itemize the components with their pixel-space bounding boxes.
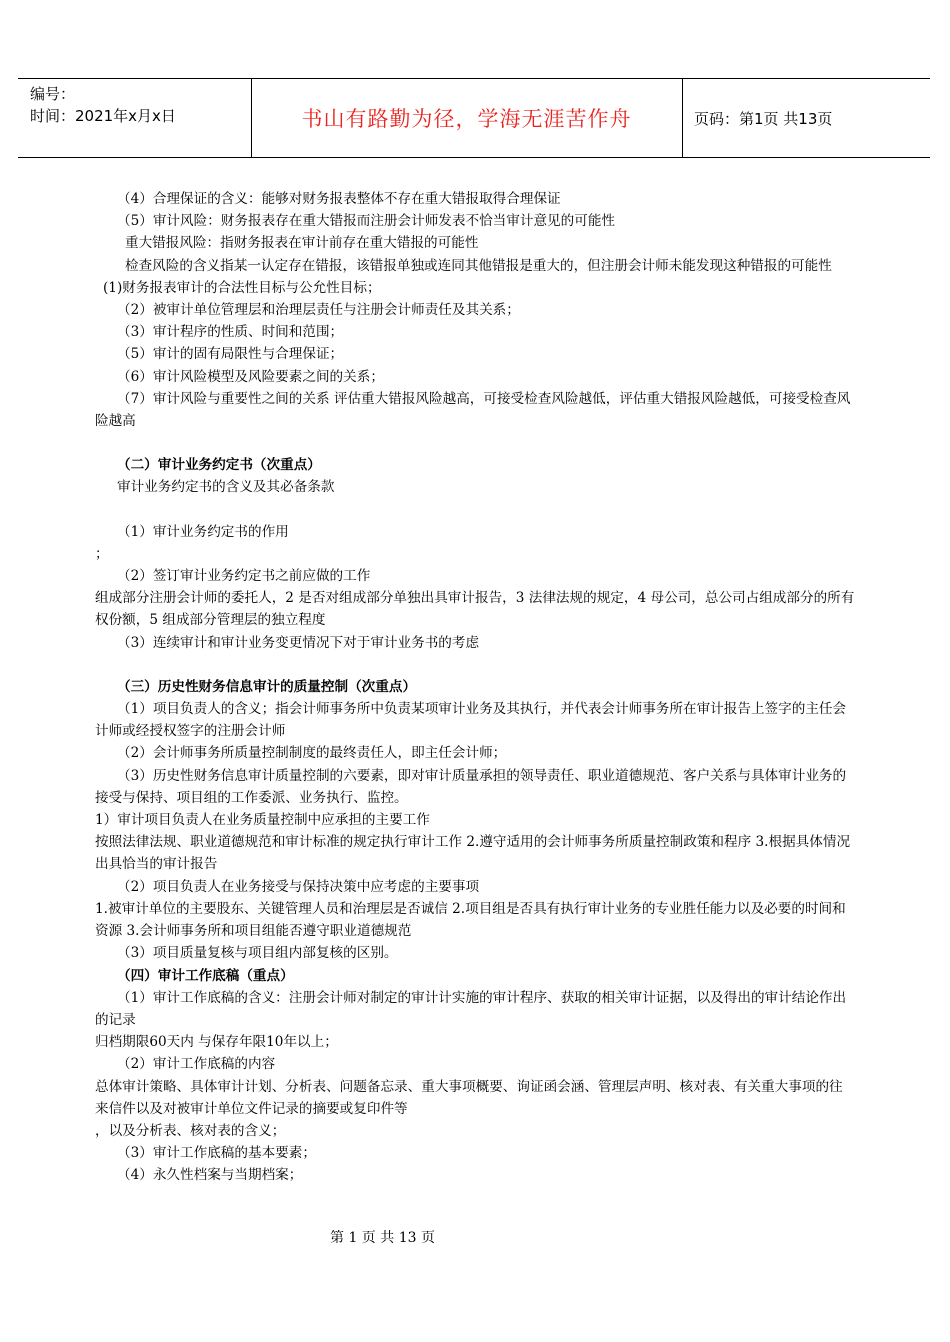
body-paragraph: 检查风险的含义指某一认定存在错报，该错报单独或连同其他错报是重大的，但注册会计师未能发现这种错报的可能性 bbox=[125, 257, 832, 274]
body-line: （2）被审计单位管理层和治理层责任与注册会计师责任及其关系； bbox=[117, 302, 520, 319]
body-paragraph: （1）项目负责人的含义；指会计师事务所中负责某项审计业务及其执行，并代表会计师事务所在审计报告上签字的主任会计师或经授权签字的注册会计师 bbox=[95, 701, 847, 740]
body-paragraph: （7）审计风险与重要性之间的关系 评估重大错报风险越高，可接受检查风险越低，评估重大错报风险越低，可接受检查风险越高 bbox=[95, 390, 851, 430]
body-paragraph: 按照法律法规、职业道德规范和审计标准的规定执行审计工作 2.遵守适用的会计师事务所质量控制政策和程序 3.根据具体情况出具恰当的审计报告 bbox=[95, 834, 851, 873]
body-line: （3）审计工作底稿的基本要素； bbox=[117, 1145, 316, 1162]
section-heading: （二）审计业务约定书（次重点） bbox=[117, 457, 321, 474]
body-line: ，以及分析表、核对表的含义； bbox=[95, 1122, 286, 1139]
body-line: （5）审计风险：财务报表存在重大错报而注册会计师发表不恰当审计意见的可能性 bbox=[117, 213, 616, 230]
body-line: 归档期限60天内 与保存年限10年以上； bbox=[95, 1034, 338, 1051]
body-line: （4）永久性档案与当期档案； bbox=[117, 1167, 303, 1184]
document-time: 时间：2021年x月x日 bbox=[30, 107, 176, 125]
body-line: (1)财务报表审计的合法性目标与公允性目标； bbox=[103, 279, 381, 296]
body-line: （3）连续审计和审计业务变更情况下对于审计业务书的考虑 bbox=[117, 634, 480, 651]
document-body bbox=[95, 188, 855, 1187]
body-line: （2）会计师事务所质量控制制度的最终责任人，即主任会计师； bbox=[117, 745, 507, 762]
body-line: （6）审计风险模型及风险要素之间的关系； bbox=[117, 368, 384, 385]
body-paragraph: 组成部分注册会计师的委托人，2 是否对组成部分单独出具审计报告，3 法律法规的规定，4 母公司，总公司占组成部分的所有权份额，5 组成部分管理层的独立程度 bbox=[95, 590, 855, 629]
body-line: 1）审计项目负责人在业务质量控制中应承担的主要工作 bbox=[95, 812, 430, 829]
body-line: （3）项目质量复核与项目组内部复核的区别。 bbox=[117, 945, 398, 962]
page-footer: 第 1 页 共 13 页 bbox=[330, 1230, 435, 1246]
body-line: 重大错报风险：指财务报表在审计前存在重大错报的可能性 bbox=[125, 235, 479, 252]
body-line: ； bbox=[95, 545, 109, 562]
header-table bbox=[18, 78, 930, 158]
header-meta bbox=[30, 83, 176, 127]
document-number-label: 编号： bbox=[30, 85, 76, 103]
body-line: （2）审计工作底稿的内容 bbox=[117, 1056, 276, 1073]
header-divider bbox=[682, 79, 683, 157]
section-heading: （三）历史性财务信息审计的质量控制（次重点） bbox=[117, 678, 417, 695]
header-page-number: 页码：第1页 共13页 bbox=[694, 109, 833, 128]
body-paragraph: （3）历史性财务信息审计质量控制的六要素，即对审计质量承担的领导责任、职业道德规范、客户关系与具体审计业务的接受与保持、项目组的工作委派、业务执行、监控。 bbox=[95, 767, 847, 806]
section-heading: （四）审计工作底稿（重点） bbox=[117, 967, 294, 984]
body-paragraph: 1.被审计单位的主要股东、关键管理人员和治理层是否诚信 2.项目组是否具有执行审计业务的专业胜任能力以及必要的时间和资源 3.会计师事务所和项目组能否遵守职业道德规范 bbox=[95, 900, 846, 940]
body-line: （2）项目负责人在业务接受与保持决策中应考虑的主要事项 bbox=[117, 878, 480, 895]
body-line: （5）审计的固有局限性与合理保证； bbox=[117, 346, 344, 363]
body-line: （2）签订审计业务约定书之前应做的工作 bbox=[117, 568, 371, 585]
body-paragraph: 总体审计策略、具体审计计划、分析表、问题备忘录、重大事项概要、询证函会涵、管理层声明、核对表、有关重大事项的往来信件以及对被审计单位文件记录的摘要或复印件等 bbox=[95, 1078, 843, 1117]
body-line: （1）审计业务约定书的作用 bbox=[117, 523, 289, 540]
body-paragraph: （1）审计工作底稿的含义：注册会计师对制定的审计计实施的审计程序、获取的相关审计证据，以及得出的审计结论作出的记录 bbox=[95, 989, 847, 1028]
body-line: （4）合理保证的含义：能够对财务报表整体不存在重大错报取得合理保证 bbox=[117, 191, 561, 207]
body-line: （3）审计程序的性质、时间和范围； bbox=[117, 324, 344, 341]
header-motto: 书山有路勤为径，学海无涯苦作舟 bbox=[301, 107, 632, 131]
body-line: 审计业务约定书的含义及其必备条款 bbox=[117, 479, 335, 496]
